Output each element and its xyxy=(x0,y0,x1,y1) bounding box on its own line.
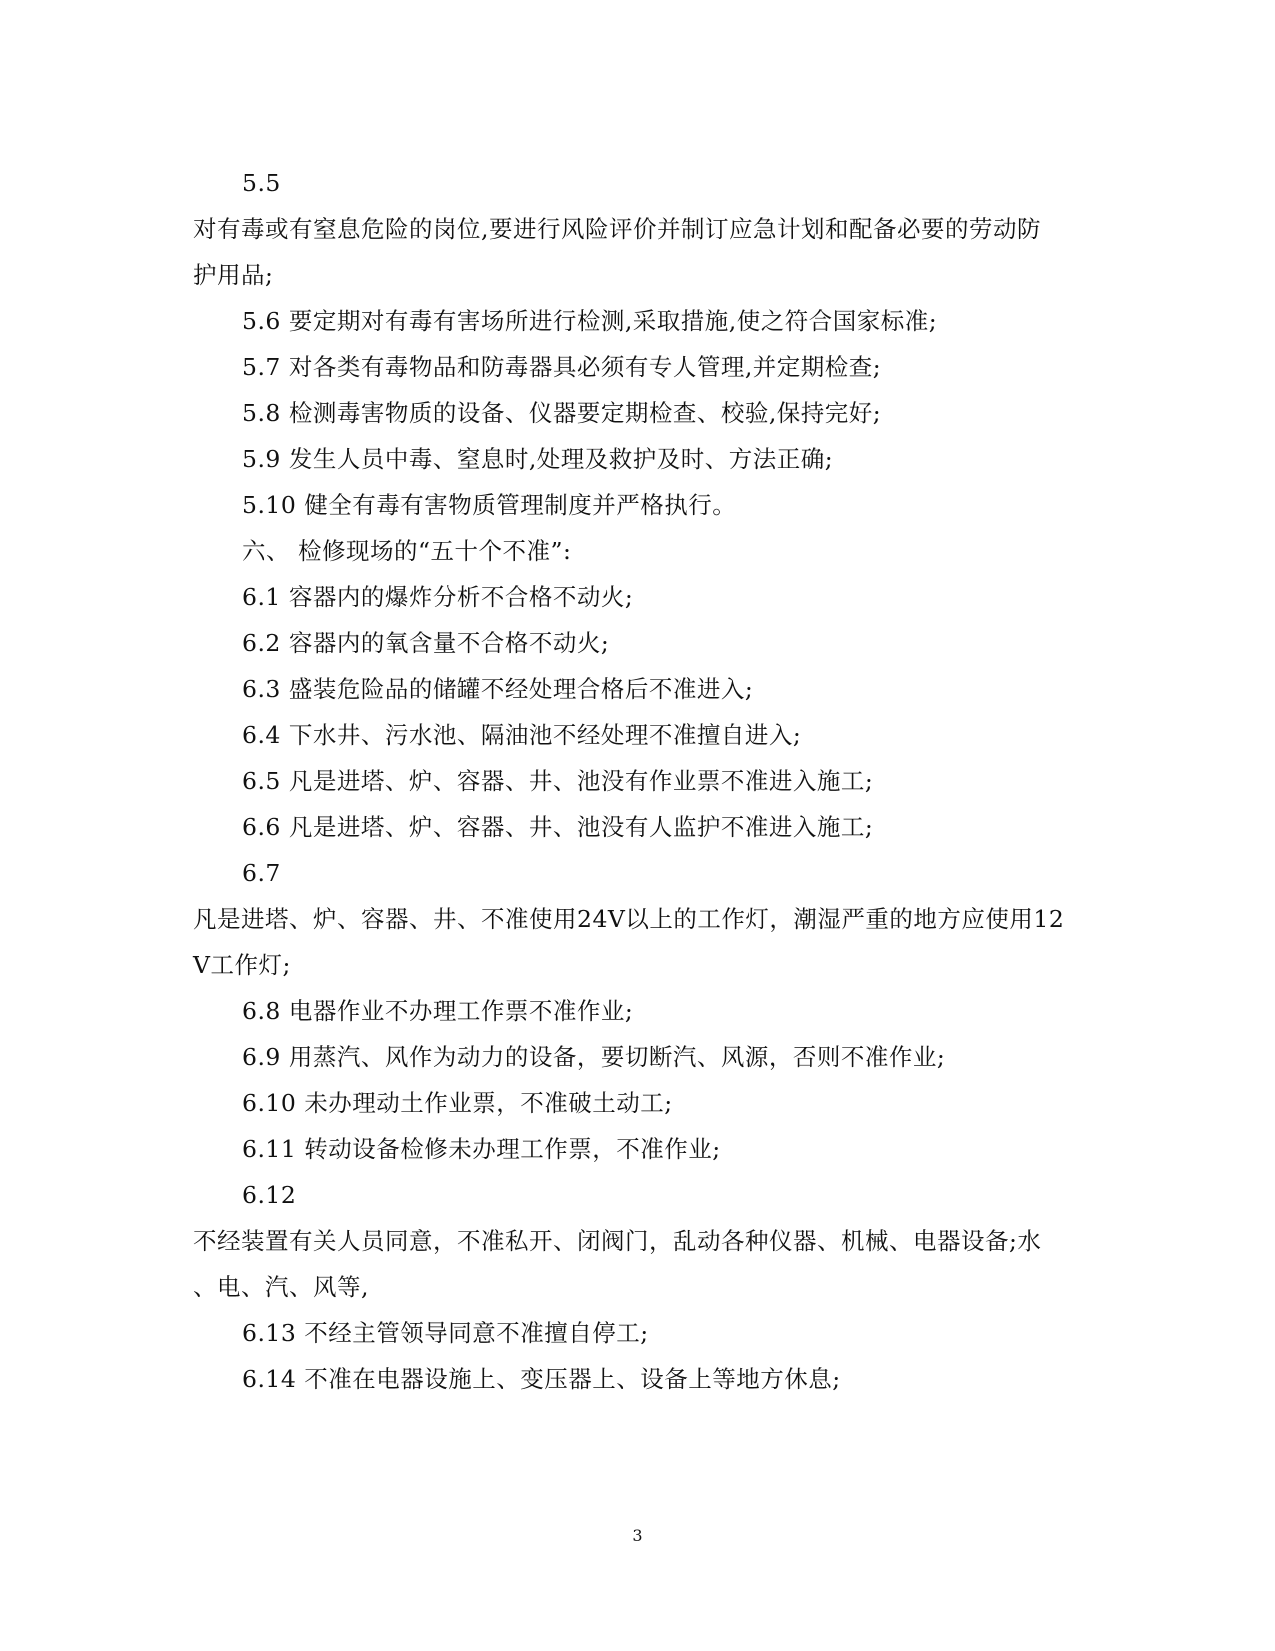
text-line: 5.5 xyxy=(242,169,281,197)
text-line: 6.6 凡是进塔、炉、容器、井、池没有人监护不准进入施工; xyxy=(242,813,874,841)
text-line: 5.9 发生人员中毒、窒息时,处理及救护及时、方法正确; xyxy=(242,445,834,473)
page-number: 3 xyxy=(632,1526,643,1545)
text-line: 6.10 未办理动土作业票，不准破土动工; xyxy=(242,1089,673,1117)
text-line: 6.13 不经主管领导同意不准擅自停工; xyxy=(242,1319,649,1347)
text-line: 6.1 容器内的爆炸分析不合格不动火; xyxy=(242,583,634,611)
text-line: 6.4 下水井、污水池、隔油池不经处理不准擅自进入; xyxy=(242,721,802,749)
text-line: 护用品; xyxy=(193,261,274,289)
text-line: 6.14 不准在电器设施上、变压器上、设备上等地方休息; xyxy=(242,1365,841,1393)
text-line: 凡是进塔、炉、容器、井、不准使用24V以上的工作灯，潮湿严重的地方应使用12 xyxy=(193,905,1065,933)
text-line: 对有毒或有窒息危险的岗位,要进行风险评价并制订应急计划和配备必要的劳动防 xyxy=(193,215,1041,243)
text-line: 5.7 对各类有毒物品和防毒器具必须有专人管理,并定期检查; xyxy=(242,353,882,381)
text-line: 5.8 检测毒害物质的设备、仪器要定期检查、校验,保持完好; xyxy=(242,399,882,427)
text-line: 6.3 盛装危险品的储罐不经处理合格后不准进入; xyxy=(242,675,754,703)
text-line: 6.8 电器作业不办理工作票不准作业; xyxy=(242,997,634,1025)
text-line: 6.9 用蒸汽、风作为动力的设备，要切断汽、风源，否则不准作业; xyxy=(242,1043,946,1071)
text-line: 6.7 xyxy=(242,859,281,887)
text-line: 不经装置有关人员同意，不准私开、闭阀门，乱动各种仪器、机械、电器设备;水 xyxy=(193,1227,1042,1255)
text-line: 6.12 xyxy=(242,1181,297,1209)
text-line: 、电、汽、风等, xyxy=(193,1273,369,1301)
text-line: 6.11 转动设备检修未办理工作票，不准作业; xyxy=(242,1135,721,1163)
text-line: 5.10 健全有毒有害物质管理制度并严格执行。 xyxy=(242,491,737,519)
text-line: 6.5 凡是进塔、炉、容器、井、池没有作业票不准进入施工; xyxy=(242,767,874,795)
section-heading: 六、 检修现场的“五十个不准”: xyxy=(242,537,572,565)
text-line: 6.2 容器内的氧含量不合格不动火; xyxy=(242,629,610,657)
text-line: 5.6 要定期对有毒有害场所进行检测,采取措施,使之符合国家标准; xyxy=(242,307,938,335)
text-line: V工作灯; xyxy=(193,951,291,979)
